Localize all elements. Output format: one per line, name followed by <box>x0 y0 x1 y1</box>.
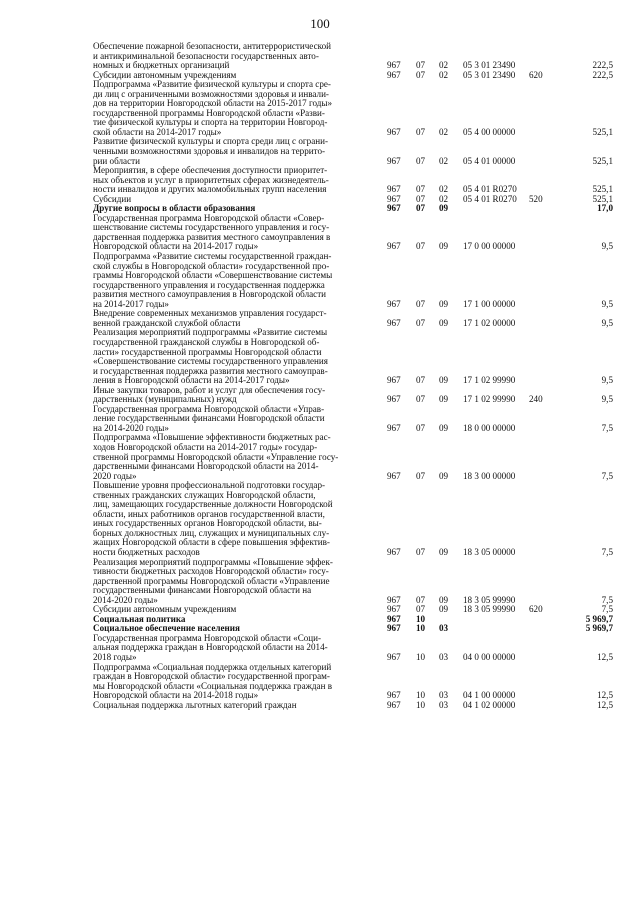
row-title-line: лиц, замещающих государственные должности Новгородской <box>93 499 333 510</box>
row-title-line: ченными возможностями здоровья и инвалидов на террито- <box>93 146 326 157</box>
subsection-code: 09 <box>439 604 449 615</box>
section-code: 07 <box>416 60 426 71</box>
department-code: 967 <box>387 623 401 634</box>
row-title-line: Внедрение современных механизмов управления государст- <box>93 308 327 319</box>
subsection-code: 03 <box>439 690 449 701</box>
department-code: 967 <box>387 613 401 624</box>
target-item-code: 04 1 02 00000 <box>463 699 516 710</box>
row-title-line: номных и бюджетных организаций <box>93 60 230 71</box>
row-title-line: дарственная поддержка развития местного самоуправления в <box>93 231 331 242</box>
table-row <box>93 166 613 195</box>
row-title-line: жащих Новгородской области в сфере повышения эффектив- <box>93 537 330 548</box>
subsection-code: 09 <box>439 241 449 252</box>
amount: 525,1 <box>592 193 613 204</box>
section-code: 07 <box>416 184 426 195</box>
subsection-code: 09 <box>439 422 449 433</box>
row-title <box>93 166 380 195</box>
row-title <box>93 42 380 71</box>
row-title <box>93 214 380 252</box>
row-title-line: Субсидии <box>93 193 132 204</box>
row-title-line: граммы Новгородской области «Совершенствование системы <box>93 270 333 281</box>
row-title-line: Обеспечение пожарной безопасности, антитеррористической <box>93 41 331 51</box>
target-item-code: 18 3 00 00000 <box>463 470 516 481</box>
target-item-code: 17 1 02 00000 <box>463 317 516 328</box>
row-title-line: ской области на 2014-2017 годы» <box>93 126 222 137</box>
row-title <box>93 80 380 137</box>
department-code: 967 <box>387 193 401 204</box>
row-title-line: Развитие физической культуры и спорта среди лиц с ограни- <box>93 136 328 147</box>
row-title-line: ственной программы Новгородской области «Управление госу- <box>93 451 339 462</box>
row-title-line: Повышение уровня профессиональной подготовки государ- <box>93 480 326 491</box>
row-title-line: и антикриминальной безопасности государственных авто- <box>93 50 319 61</box>
row-title-line: Реализация мероприятий подпрограммы «Развитие системы <box>93 327 328 338</box>
subsection-code: 02 <box>439 60 449 71</box>
row-title-line: тие физической культуры и спорта на территории Новгород- <box>93 117 328 128</box>
row-title-line: Субсидии автономным учреждениям <box>93 604 237 615</box>
section-code: 07 <box>416 69 426 80</box>
target-item-code: 04 1 00 00000 <box>463 690 516 701</box>
target-item-code: 17 1 02 99990 <box>463 375 516 386</box>
amount: 525,1 <box>592 184 613 195</box>
row-title-line: Государственная программа Новгородской области «Совер- <box>93 212 325 223</box>
section-code: 07 <box>416 126 426 137</box>
section-code: 07 <box>416 298 426 309</box>
row-title <box>93 328 380 385</box>
subsection-code: 09 <box>439 470 449 481</box>
row-title-line: Мероприятия, в сфере обеспечения доступности приоритет- <box>93 165 328 176</box>
amount: 7,5 <box>601 546 613 557</box>
row-title-line: Новгородской области на 2014-2018 годы» <box>93 690 259 701</box>
row-title <box>93 309 380 328</box>
row-title-line: области, иных работников органов государственной власти, <box>93 508 325 519</box>
table-row <box>93 663 613 701</box>
expense-type-code: 620 <box>529 69 543 80</box>
table-row <box>93 481 613 557</box>
table-row <box>93 80 613 137</box>
amount: 9,5 <box>601 394 613 405</box>
table-row <box>93 252 613 309</box>
section-code: 10 <box>416 699 426 710</box>
row-title <box>93 386 380 405</box>
department-code: 967 <box>387 298 401 309</box>
section-code: 07 <box>416 594 426 605</box>
department-code: 967 <box>387 699 401 710</box>
amount: 7,5 <box>601 604 613 615</box>
subsection-code: 09 <box>439 546 449 557</box>
row-title-line: Социальная политика <box>93 613 186 624</box>
row-title-line: Социальная поддержка льготных категорий граждан <box>93 699 297 710</box>
row-title-line: Подпрограмма «Развитие физической культуры и спорта сре- <box>93 79 331 90</box>
row-title-line: дарственной программы Новгородской области «Управление <box>93 575 330 586</box>
section-code: 07 <box>416 546 426 557</box>
row-title-line: дов на территории Новгородской области на 2015-2017 годы» <box>93 98 333 109</box>
row-title-line: Подпрограмма «Социальная поддержка отдельных категорий <box>93 661 332 672</box>
target-item-code: 04 0 00 00000 <box>463 652 516 662</box>
row-title <box>93 405 380 434</box>
amount: 7,5 <box>601 422 613 433</box>
department-code: 967 <box>387 546 401 557</box>
target-item-code: 05 4 01 00000 <box>463 155 516 166</box>
row-title-line: дарственными финансами Новгородской области на 2014- <box>93 461 319 472</box>
amount: 12,5 <box>597 699 613 710</box>
table-row <box>93 137 613 166</box>
section-code: 07 <box>416 604 426 615</box>
row-title-line: 2018 годы» <box>93 652 137 662</box>
row-title-line: «Совершенствование системы государственного управления <box>93 356 328 367</box>
target-item-code: 18 3 05 99990 <box>463 604 516 615</box>
subsection-code: 09 <box>439 594 449 605</box>
subsection-code: 02 <box>439 184 449 195</box>
row-title <box>93 663 380 701</box>
department-code: 967 <box>387 375 401 386</box>
row-title <box>93 701 380 711</box>
row-title-line: 2020 годы» <box>93 470 137 481</box>
section-code: 07 <box>416 394 426 405</box>
subsection-code: 09 <box>439 394 449 405</box>
section-code: 07 <box>416 470 426 481</box>
subsection-code: 02 <box>439 126 449 137</box>
row-title-line: дарственных (муниципальных) нужд <box>93 394 237 405</box>
target-item-code: 05 4 01 R0270 <box>463 193 517 204</box>
target-item-code: 17 1 00 00000 <box>463 298 516 309</box>
table-row <box>93 405 613 434</box>
row-title-line: 2014-2020 годы» <box>93 594 158 605</box>
row-title-line: ласти» государственной программы Новгородской области <box>93 346 322 357</box>
row-title-line: государственного управления и государственная поддержка <box>93 279 325 290</box>
row-title-line: ление государственными финансами Новгородской области <box>93 413 325 424</box>
row-title-line: государственной программы Новгородской области «Разви- <box>93 107 325 118</box>
section-code: 07 <box>416 241 426 252</box>
row-title-line: и государственная поддержка развития местного самоуправ- <box>93 365 328 376</box>
target-item-code: 18 0 00 00000 <box>463 422 516 433</box>
row-title-line: на 2014-2020 годы» <box>93 422 169 433</box>
row-title-line: альная поддержка граждан в Новгородской области на 2014- <box>93 642 328 653</box>
row-title-line: ди лиц с ограниченными возможностями здоровья и инвали- <box>93 88 329 99</box>
amount: 9,5 <box>601 298 613 309</box>
department-code: 967 <box>387 241 401 252</box>
row-title-line: Иные закупки товаров, работ и услуг для обеспечения госу- <box>93 384 326 395</box>
row-title-line: ления в Новгородской области на 2014-2017 годы» <box>93 375 290 386</box>
row-title <box>93 433 380 481</box>
row-title <box>93 481 380 557</box>
table-row <box>93 433 613 481</box>
row-title-line: Другие вопросы в области образования <box>93 203 256 214</box>
department-code: 967 <box>387 652 401 662</box>
row-title <box>93 634 380 663</box>
target-item-code: 18 3 05 00000 <box>463 546 516 557</box>
department-code: 967 <box>387 422 401 433</box>
row-title-line: Государственная программа Новгородской области «Управ- <box>93 403 325 414</box>
amount: 9,5 <box>601 375 613 386</box>
row-title-line: шенствование системы государственного управления и госу- <box>93 222 330 233</box>
page-number: 100 <box>310 16 330 31</box>
target-item-code: 17 1 02 99990 <box>463 394 516 405</box>
section-code: 10 <box>416 613 426 624</box>
expense-type-code: 520 <box>529 193 543 204</box>
row-title-line: ской службы в Новгородской области» государственной про- <box>93 260 330 271</box>
department-code: 967 <box>387 394 401 405</box>
expense-type-code: 240 <box>529 394 543 405</box>
row-title-line: граждан в Новгородской области» государственной програм- <box>93 671 330 682</box>
subsection-code: 02 <box>439 193 449 204</box>
row-title-line: развития местного самоуправления в Новгородской области <box>93 289 327 300</box>
amount: 9,5 <box>601 317 613 328</box>
department-code: 967 <box>387 594 401 605</box>
department-code: 967 <box>387 690 401 701</box>
row-title-line: на 2014-2017 годы» <box>93 298 169 309</box>
subsection-code: 09 <box>439 375 449 386</box>
table-row <box>93 634 613 663</box>
row-title-line: ходов Новгородской области на 2014-2017 годы» государ- <box>93 441 318 452</box>
section-code: 07 <box>416 422 426 433</box>
section-code: 07 <box>416 193 426 204</box>
target-item-code: 05 4 00 00000 <box>463 126 516 137</box>
table-row <box>93 42 613 71</box>
table-row <box>93 701 613 711</box>
department-code: 967 <box>387 60 401 71</box>
amount: 222,5 <box>592 60 613 71</box>
subsection-code: 02 <box>439 69 449 80</box>
amount: 12,5 <box>597 690 613 701</box>
target-item-code: 05 3 01 23490 <box>463 69 516 80</box>
row-title-line: Государственная программа Новгородской области «Соци- <box>93 632 322 643</box>
department-code: 967 <box>387 470 401 481</box>
section-code: 07 <box>416 155 426 166</box>
department-code: 967 <box>387 317 401 328</box>
row-title-line: борных должностных лиц, служащих и муниципальных слу- <box>93 527 330 538</box>
row-title-line: Реализация мероприятий подпрограммы «Повышение эффек- <box>93 556 333 567</box>
target-item-code: 05 4 01 R0270 <box>463 184 517 195</box>
subsection-code: 09 <box>439 203 449 214</box>
row-title-line: мы Новгородской области «Социальная поддержка граждан в <box>93 680 333 691</box>
section-code: 07 <box>416 375 426 386</box>
row-title-line: Социальное обеспечение населения <box>93 623 240 634</box>
section-code: 10 <box>416 652 426 662</box>
amount: 12,5 <box>597 652 613 662</box>
department-code: 967 <box>387 69 401 80</box>
subsection-code: 09 <box>439 298 449 309</box>
row-title <box>93 252 380 309</box>
amount: 222,5 <box>592 69 613 80</box>
target-item-code: 18 3 05 99990 <box>463 594 516 605</box>
department-code: 967 <box>387 203 401 214</box>
row-title-line: венной гражданской службой области <box>93 317 241 328</box>
expense-type-code: 620 <box>529 604 543 615</box>
amount: 7,5 <box>601 470 613 481</box>
table-row <box>93 558 613 606</box>
row-title <box>93 558 380 606</box>
subsection-code: 02 <box>439 155 449 166</box>
section-code: 10 <box>416 623 426 634</box>
row-title-line: государственными финансами Новгородской области на <box>93 585 312 596</box>
row-title-line: ности инвалидов и других маломобильных групп населения <box>93 184 327 195</box>
department-code: 967 <box>387 184 401 195</box>
table-row <box>93 214 613 252</box>
subsection-code: 03 <box>439 699 449 710</box>
table-row <box>93 386 613 405</box>
budget-table <box>93 42 613 710</box>
subsection-code: 03 <box>439 652 449 662</box>
amount: 7,5 <box>601 594 613 605</box>
table-row <box>93 328 613 385</box>
department-code: 967 <box>387 604 401 615</box>
row-title-line: ственных гражданских служащих Новгородской области, <box>93 489 316 500</box>
amount: 9,5 <box>601 241 613 252</box>
subsection-code: 09 <box>439 317 449 328</box>
table-row <box>93 309 613 328</box>
amount: 5 969,7 <box>585 623 613 634</box>
department-code: 967 <box>387 155 401 166</box>
target-item-code: 17 0 00 00000 <box>463 241 516 252</box>
section-code: 10 <box>416 690 426 701</box>
target-item-code: 05 3 01 23490 <box>463 60 516 71</box>
row-title-line: Подпрограмма «Развитие системы государственной граждан- <box>93 251 332 262</box>
row-title-line: Новгородской области на 2014-2017 годы» <box>93 241 259 252</box>
row-title-line: ности бюджетных расходов <box>93 546 200 557</box>
amount: 525,1 <box>592 126 613 137</box>
amount: 17,0 <box>597 203 613 214</box>
row-title-line: тивности бюджетных расходов Новгородской области» госу- <box>93 566 329 577</box>
row-title-line: иных государственных органов Новгородской области, вы- <box>93 518 322 529</box>
row-title-line: ных объектов и услуг в приоритетных сферах жизнедеятель- <box>93 174 329 185</box>
amount: 5 969,7 <box>585 613 613 624</box>
subsection-code: 03 <box>439 623 449 634</box>
department-code: 967 <box>387 126 401 137</box>
row-title-line: Подпрограмма «Повышение эффективности бюджетных рас- <box>93 432 331 443</box>
section-code: 07 <box>416 317 426 328</box>
amount: 525,1 <box>592 155 613 166</box>
row-title-line: государственной гражданской службы в Новгородской об- <box>93 336 320 347</box>
row-title-line: рии области <box>93 155 140 166</box>
row-title-line: Субсидии автономным учреждениям <box>93 69 237 80</box>
section-code: 07 <box>416 203 426 214</box>
row-title <box>93 137 380 166</box>
